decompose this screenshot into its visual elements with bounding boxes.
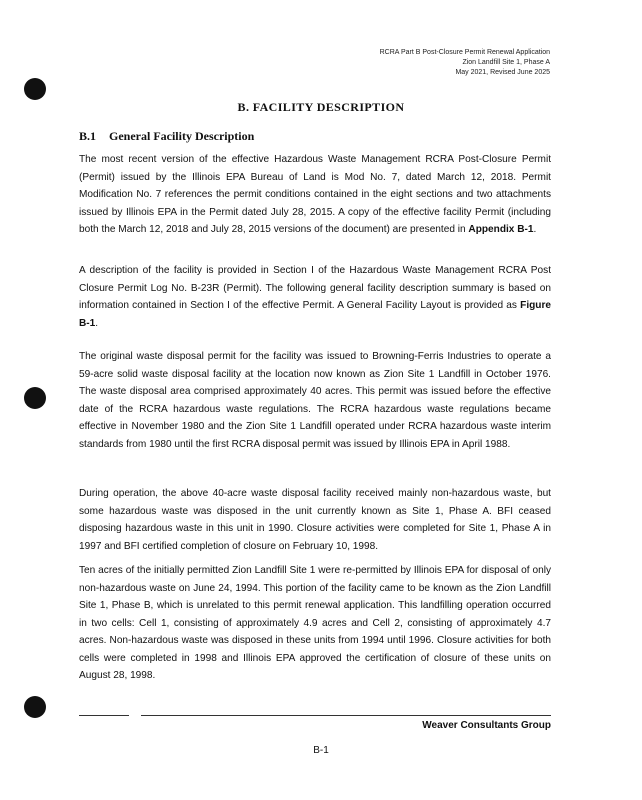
footer-divider — [79, 715, 551, 716]
header-line: RCRA Part B Post-Closure Permit Renewal Application — [379, 49, 550, 56]
paragraph: During operation, the above 40-acre waste disposal facility received mainly non-hazardous waste, but some hazardous waste was disposed in the unit currently known as Site 1, Phase A. BFI ceased disposing hazardous waste in this unit in 1990. Closure activities were completed for Site 1, Phase A in 1997 and BFI certified completion of closure on February 10, 1998. — [79, 488, 551, 552]
punch-hole — [24, 78, 46, 100]
paragraph: The original waste disposal permit for the facility was issued to Browning-Ferris Industries to operate a 59-acre solid waste disposal facility at the location now known as Zion Site 1 Landfill in October 1976. The waste disposal area comprised approximately 40 acres. This permit was issued before the effective date of the RCRA hazardous waste regulations. The RCRA hazardous waste regulations became effective in November 1980 and the Zion Site 1 Landfill operated under RCRA hazardous waste interim standards from 1980 until the first RCRA disposal permit was issued by Illinois EPA in April 1988. — [79, 351, 551, 450]
subsection-number: B.1 — [79, 129, 97, 143]
header-line: May 2021, Revised June 2025 — [455, 69, 550, 76]
document-header — [380, 48, 550, 78]
header-line: Zion Landfill Site 1, Phase A — [462, 59, 550, 66]
paragraph — [79, 262, 551, 332]
paragraph: Ten acres of the initially permitted Zion Landfill Site 1 were re-permitted by Illinois EPA for disposal of only non-hazardous waste on June 24, 1994. This portion of the facility came to be known as the Zion Landfill Site 1, Phase B, which is unrelated to this permit renewal application. This landfilling operation occurred in two cells: Cell 1, consisting of approximately 4.9 acres and Cell 2, consisting of approximately 4.7 acres. Non-hazardous waste was disposed in these units from 1994 until 1996. Closure activities for both cells were completed in 1998 and Illinois EPA approved the certification of closure of these units on August 28, 1998. — [79, 565, 551, 681]
paragraph — [79, 151, 551, 239]
paragraph-text: A description of the facility is provided in Section I of the Hazardous Waste Management RCRA Post Closure Permit Log No. B-23R (Permit). The following general facility description summary is based on information contained in Section I of the effective Permit. A General Facility Layout is provided as — [79, 265, 551, 311]
paragraph-text: . — [95, 317, 99, 329]
appendix-reference: Appendix B-1 — [468, 224, 534, 235]
section-title: B. FACILITY DESCRIPTION — [237, 100, 405, 114]
figure-reference: Figure B-1 — [79, 300, 551, 329]
footer-company: Weaver Consultants Group — [422, 720, 551, 731]
page-number: B-1 — [313, 745, 329, 756]
paragraph-text: The most recent version of the effective Hazardous Waste Management RCRA Post-Closure Permit (Permit) issued by the Illinois EPA Bureau of Land is Mod No. 7, dated March 12, 2018. Permit Modification No. 7 references the permit conditions contained in the eight sections and two attachments issued by Illinois EPA in the Permit dated July 28, 2015. A copy of the effective facility Permit (including both the March 12, 2018 and July 28, 2015 versions of the document) are presented in — [79, 154, 551, 235]
punch-hole — [24, 387, 46, 409]
punch-hole — [24, 696, 46, 718]
subsection-heading — [79, 129, 254, 144]
subsection-title: General Facility Description — [109, 129, 255, 143]
paragraph-text: . — [533, 224, 537, 235]
